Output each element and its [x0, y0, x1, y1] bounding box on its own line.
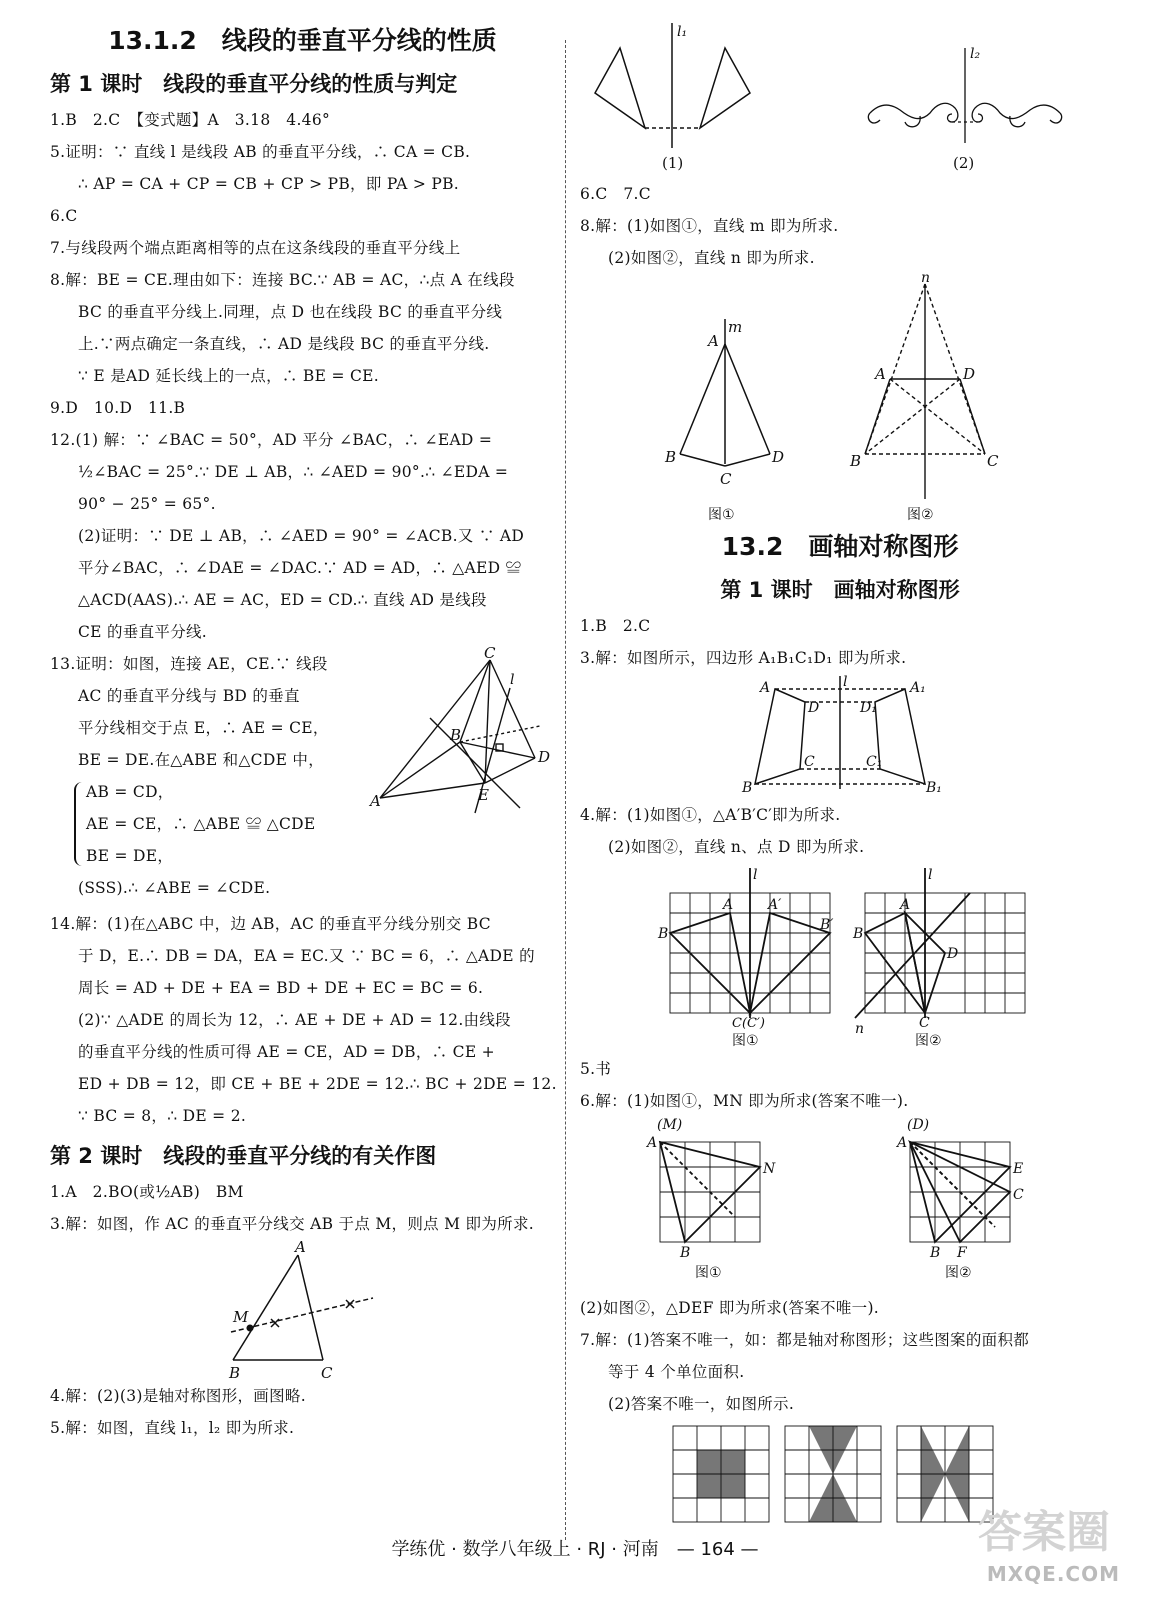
point-label: C	[919, 1015, 930, 1031]
line-label: l	[843, 674, 848, 690]
point-label: C	[720, 470, 732, 488]
answer-line: 5.书	[580, 1060, 612, 1078]
answer-line: 12.(1) 解：∵ ∠BAC = 50°，AD 平分 ∠BAC，∴ ∠EAD =	[50, 431, 493, 449]
q3-quad-figure	[740, 674, 940, 799]
point-label: C	[804, 754, 815, 770]
point-label: A	[897, 1135, 908, 1151]
answer-line: ∵ BC = 8，∴ DE = 2.	[78, 1107, 247, 1125]
q13-figure	[370, 644, 560, 818]
answer-line: 90° − 25° = 65°.	[78, 495, 216, 513]
q5-figure-2	[860, 18, 1090, 178]
lesson1-title: 第 1 课时 线段的垂直平分线的性质与判定	[50, 72, 458, 96]
point-label: A₁	[910, 680, 926, 696]
q5-figure-1	[580, 18, 780, 178]
point-label: C	[484, 644, 496, 662]
answer-line: 1.A 2.BO(或½AB) BM	[50, 1183, 244, 1201]
answer-line: (2)∵ △ADE 的周长为 12，∴ AE + DE + AD = 12.由线段	[78, 1011, 511, 1029]
brace-line: AB = CD，	[86, 783, 174, 801]
section-title-13-2: 13.2 画轴对称图形	[721, 532, 959, 561]
point-label: B′	[820, 917, 834, 933]
answer-line: 等于 4 个单位面积.	[608, 1363, 745, 1381]
point-label: B	[665, 448, 677, 466]
q6-figure-1	[635, 1117, 835, 1292]
answer-line: 平分∠BAC，∴ ∠DAE = ∠DAC.∵ AD = AD，∴ △AED ≌	[78, 559, 522, 577]
pattern-2	[785, 1426, 881, 1522]
axis-label: l₂	[970, 46, 981, 62]
answer-line: 6.解：(1)如图①，MN 即为所求(答案不唯一).	[580, 1092, 909, 1110]
answer-line: 周长 = AD + DE + EA = BD + DE + EC = BC = 6.	[78, 979, 484, 997]
answer-line: 5.解：如图，直线 l₁，l₂ 即为所求.	[50, 1419, 295, 1437]
point-label: C	[1013, 1187, 1024, 1203]
congruence-brace	[50, 776, 370, 872]
answer-line: 14.解：(1)在△ABC 中，边 AB，AC 的垂直平分线分别交 BC	[50, 915, 491, 933]
line-label: m	[728, 318, 743, 336]
answer-line: 7.解：(1)答案不唯一，如：都是轴对称图形；这些图案的面积都	[580, 1331, 1030, 1349]
answer-line: 13.证明：如图，连接 AE，CE.∵ 线段	[50, 655, 328, 673]
answer-line: 3.解：如图，作 AC 的垂直平分线交 AB 于点 M，则点 M 即为所求.	[50, 1215, 534, 1233]
point-label: A	[900, 897, 911, 913]
point-label: D₁	[860, 700, 877, 716]
q8-figures	[580, 270, 1100, 524]
point-label: N	[763, 1161, 776, 1177]
point-label: B	[742, 780, 753, 796]
q8-figure-2	[845, 270, 1045, 524]
point-label: A′	[768, 897, 782, 913]
q4-figure-1	[660, 863, 840, 1053]
brace-line: BE = DE，	[86, 847, 174, 865]
answer-line: CE 的垂直平分线.	[78, 623, 208, 641]
q4-figure-2	[855, 863, 1035, 1053]
q6-figures	[580, 1117, 1100, 1292]
point-label: B	[450, 726, 462, 744]
point-label: (D)	[907, 1117, 930, 1133]
point-label: C₁	[866, 754, 883, 770]
point-label: A	[875, 365, 886, 383]
point-label: D	[772, 448, 785, 466]
answer-line: 8.解：BE = CE.理由如下：连接 BC.∵ AB = AC，∴点 A 在线段	[50, 271, 515, 289]
figure-caption: 图①	[732, 1033, 759, 1049]
answer-line: 4.解：(1)如图①，△A′B′C′即为所求.	[580, 806, 841, 824]
watermark-url: MXQE.COM	[986, 1562, 1120, 1586]
point-label: C(C′)	[732, 1016, 765, 1031]
q13-block	[50, 644, 555, 908]
figure-caption: (1)	[662, 154, 684, 172]
point-label: A	[370, 792, 381, 810]
point-label: F	[957, 1245, 967, 1261]
right-column	[580, 18, 1100, 1530]
answer-line: (2)如图②，△DEF 即为所求(答案不唯一).	[580, 1299, 880, 1317]
answer-line: 的垂直平分线的性质可得 AE = CE，AD = DB，∴ CE +	[78, 1043, 495, 1061]
figure-caption: 图②	[915, 1033, 942, 1049]
q3-triangle-figure	[203, 1240, 403, 1380]
point-label: D	[538, 748, 551, 766]
answer-line: (2)证明：∵ DE ⊥ AB，∴ ∠AED = 90° = ∠ACB.又 ∵ AD	[78, 527, 525, 545]
answer-line: 于 D，E.∴ DB = DA，EA = EC.又 ∵ BC = 6，∴ △ADE 的	[78, 947, 535, 965]
point-label: B₁	[926, 780, 942, 796]
figure-caption: 图①	[695, 1265, 722, 1281]
answer-line: ED + DB = 12，即 CE + BE + 2DE = 12.∴ BC + 2DE = 12.	[78, 1075, 557, 1093]
brace-line: AE = CE，∴ △ABE ≌ △CDE	[86, 815, 316, 833]
line-label: l	[510, 672, 515, 688]
figure-caption: 图②	[945, 1265, 972, 1281]
line-label: n	[921, 270, 931, 286]
watermark-logo: 答案圈	[978, 1507, 1110, 1558]
point-label: D	[963, 365, 976, 383]
point-label: A	[294, 1238, 306, 1256]
point-label: A	[647, 1135, 658, 1151]
answer-line: 8.解：(1)如图①，直线 m 即为所求.	[580, 217, 839, 235]
answer-line: 9.D 10.D 11.B	[50, 399, 186, 417]
point-label: B	[680, 1245, 691, 1261]
answer-line: 1.B 2.C 【变式题】A 3.18 4.46°	[50, 111, 331, 129]
axis-label: l₁	[677, 24, 688, 40]
point-label: D	[947, 946, 959, 962]
point-label: A	[760, 680, 771, 696]
point-label: M	[232, 1308, 248, 1326]
point-label: B	[228, 1364, 240, 1382]
figure-caption: 图②	[907, 507, 934, 523]
point-label: B	[930, 1245, 941, 1261]
answer-line: (2)如图②，直线 n 即为所求.	[608, 249, 815, 267]
lesson1-title-13-2: 第 1 课时 画轴对称图形	[720, 578, 960, 602]
point-label: E	[478, 786, 489, 804]
answer-line: 6.C	[50, 207, 78, 225]
q5-figures	[580, 18, 1100, 178]
answer-line: ½∠BAC = 25°.∵ DE ⊥ AB，∴ ∠AED = 90°.∴ ∠EDA =	[78, 463, 509, 481]
answer-line: 4.解：(2)(3)是轴对称图形，画图略.	[50, 1387, 306, 1405]
q3-figure-wrap	[50, 1240, 555, 1380]
line-label: n	[855, 1021, 865, 1037]
line-label: l	[753, 867, 758, 883]
line-label: l	[928, 867, 933, 883]
answer-line: 上.∵两点确定一条直线，∴ AD 是线段 BC 的垂直平分线.	[78, 335, 490, 353]
answer-line: BC 的垂直平分线上.同理，点 D 也在线段 BC 的垂直平分线	[78, 303, 503, 321]
answer-line: 7.与线段两个端点距离相等的点在这条线段的垂直平分线上	[50, 239, 461, 257]
answer-line: 1.B 2.C	[580, 617, 651, 635]
point-label: (M)	[657, 1117, 683, 1133]
q6-figure-2	[885, 1117, 1085, 1292]
q8-figure-1	[650, 284, 820, 524]
point-label: A	[723, 897, 734, 913]
q4-figures	[580, 863, 1100, 1053]
section-title-13-1-2: 13.1.2 线段的垂直平分线的性质	[108, 26, 497, 55]
figure-caption: 图①	[708, 507, 735, 523]
answer-line: (SSS).∴ ∠ABE = ∠CDE.	[78, 879, 271, 897]
page-footer: 学练优 · 数学八年级上 · RJ · 河南 — 164 —	[391, 1539, 759, 1560]
answer-line: △ACD(AAS).∴ AE = AC，ED = CD.∴ 直线 AD 是线段	[78, 591, 487, 609]
left-column	[50, 18, 555, 1444]
answer-line: 5.证明：∵ 直线 l 是线段 AB 的垂直平分线，∴ CA = CB.	[50, 143, 471, 161]
point-label: D	[808, 700, 820, 716]
answer-line: AC 的垂直平分线与 BD 的垂直	[78, 687, 300, 705]
answer-line: 平分线相交于点 E，∴ AE = CE，	[78, 719, 329, 737]
answer-line: ∵ E 是AD 延长线上的一点，∴ BE = CE.	[78, 367, 379, 385]
point-label: B	[853, 926, 864, 942]
answer-line: (2)答案不唯一，如图所示.	[608, 1395, 795, 1413]
pattern-1	[673, 1426, 769, 1522]
point-label: B	[850, 452, 862, 470]
answer-line: 3.解：如图所示，四边形 A₁B₁C₁D₁ 即为所求.	[580, 649, 907, 667]
column-divider	[565, 40, 566, 1540]
q3-quad-figure-wrap	[580, 674, 1100, 799]
point-label: C	[320, 1364, 332, 1382]
point-label: A	[708, 332, 719, 350]
point-label: C	[987, 452, 999, 470]
figure-caption: (2)	[953, 154, 975, 172]
answer-line: ∴ AP = CA + CP = CB + CP > PB，即 PA > PB.	[78, 175, 460, 193]
point-label: E	[1013, 1161, 1024, 1177]
lesson2-title: 第 2 课时 线段的垂直平分线的有关作图	[50, 1144, 437, 1168]
answer-line: 6.C 7.C	[580, 185, 651, 203]
point-label: B	[658, 926, 669, 942]
answer-line: (2)如图②，直线 n、点 D 即为所求.	[608, 838, 865, 856]
answer-line: BE = DE.在△ABE 和△CDE 中，	[78, 751, 325, 769]
